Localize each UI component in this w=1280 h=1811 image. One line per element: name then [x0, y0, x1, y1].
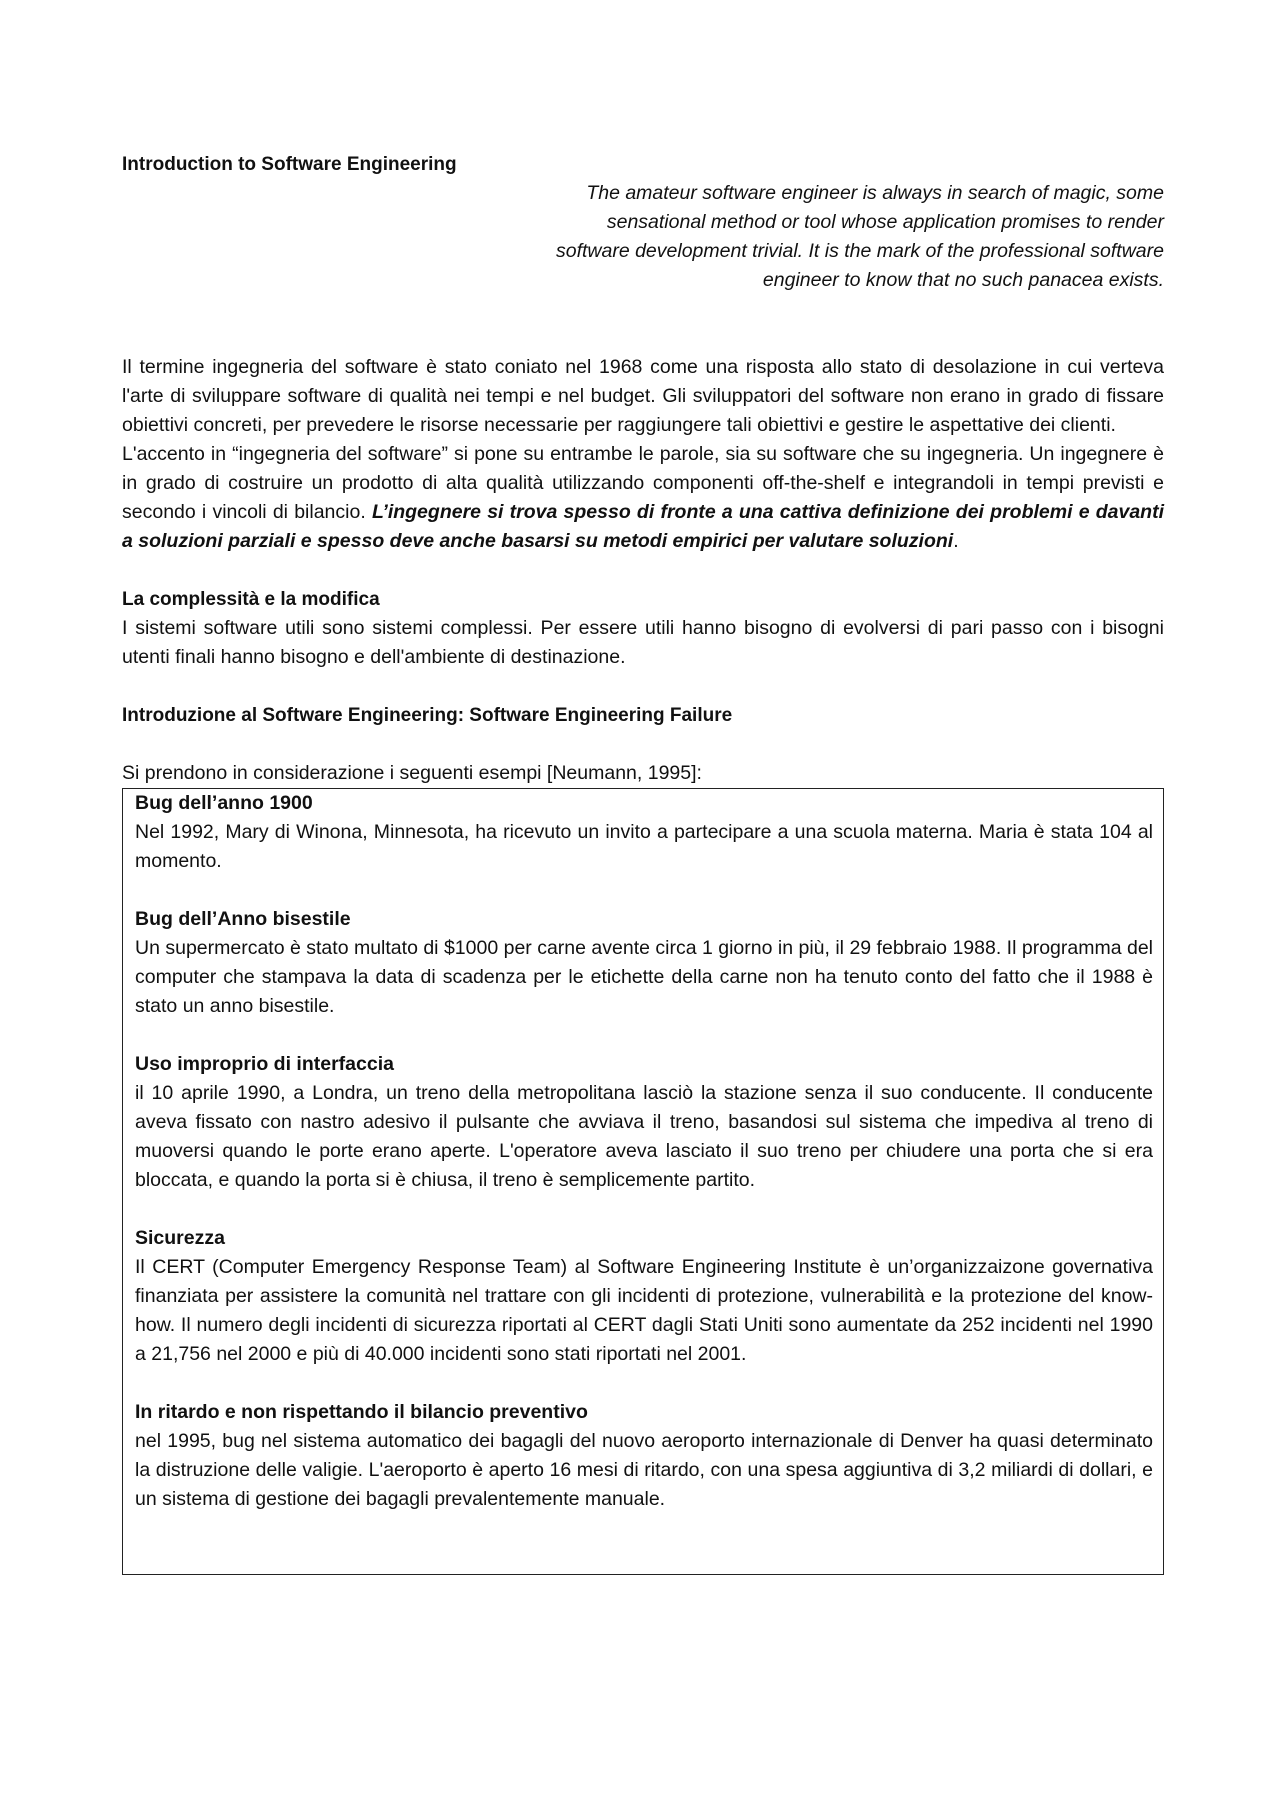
example-text: Nel 1992, Mary di Winona, Minnesota, ha ricevuto un invito a partecipare a una scuola materna. Maria è stata 104 al momento.: [135, 821, 1153, 872]
intro-paragraph-emphasis: L’ingegnere si trova spesso di fronte a una cattiva definizione dei problemi e davanti a soluzioni parziali e spesso deve anche basarsi su metodi empirici per valutare soluzioni: [122, 501, 1164, 552]
example-title: In ritardo e non rispettando il bilancio preventivo: [135, 1401, 588, 1423]
example-item: [135, 905, 1153, 1021]
spacer: [122, 730, 1164, 759]
spacer: [135, 1021, 1153, 1050]
spacer: [122, 295, 1164, 353]
document-title: Introduction to Software Engineering: [122, 154, 457, 175]
example-text: nel 1995, bug nel sistema automatico dei bagagli del nuovo aeroporto internazionale di Denver ha quasi determinato la distruzione delle valigie. L'aeroporto è aperto 16 mesi di ritardo, con una spesa aggiuntiva di 3,2 miliardi di dollari, e un sistema di gestione dei bagagli prevalentemente manuale.: [135, 1430, 1153, 1510]
example-text: Un supermercato è stato multato di $1000 per carne avente circa 1 giorno in più, il 29 febbraio 1988. Il programma del computer che stampava la data di scadenza per le etichette della carne non ha tenuto conto del fatto che il 1988 è stato un anno bisestile.: [135, 937, 1153, 1017]
complexity-text: I sistemi software utili sono sistemi complessi. Per essere utili hanno bisogno di evolversi di pari passo con i bisogni utenti finali hanno bisogno e dell'ambiente di destinazione.: [122, 617, 1164, 668]
example-item: [135, 1224, 1153, 1369]
spacer: [135, 876, 1153, 905]
intro-paragraph: [122, 440, 1164, 556]
example-title: Bug dell’Anno bisestile: [135, 908, 351, 930]
example-item: [135, 789, 1153, 876]
example-item: [135, 1050, 1153, 1195]
document-page: [122, 150, 1164, 1575]
failure-heading: Introduzione al Software Engineering: Software Engineering Failure: [122, 705, 733, 726]
example-title: Bug dell’anno 1900: [135, 792, 313, 814]
example-item: [135, 1398, 1153, 1514]
spacer: [122, 556, 1164, 585]
examples-box: [122, 788, 1164, 1575]
intro-paragraph-end: .: [953, 530, 959, 552]
intro-paragraph: Il termine ingegneria del software è stato coniato nel 1968 come una risposta allo stato di desolazione in cui verteva l'arte di sviluppare software di qualità nei tempi e nel budget. Gli sviluppatori del software non erano in grado di fissare obiettivi concreti, per prevedere le risorse necessarie per raggiungere tali obiettivi e gestire le aspettative dei clienti.: [122, 356, 1164, 436]
spacer: [135, 1195, 1153, 1224]
examples-intro: Si prendono in considerazione i seguenti esempi [Neumann, 1995]:: [122, 762, 702, 784]
spacer: [135, 1369, 1153, 1398]
epigraph-quote: The amateur software engineer is always in search of magic, some sensational method or tool whose application promises to render software development trivial. It is the mark of the professional software engineer to know that no such panacea exists.: [555, 182, 1164, 291]
example-text: Il CERT (Computer Emergency Response Team) al Software Engineering Institute è un’organizzaizone governativa finanziata per assistere la comunità nel trattare con gli incidenti di protezione, vulnerabilità e la protezione del know-how. Il numero degli incidenti di sicurezza riportati al CERT dagli Stati Uniti sono aumentate da 252 incidenti nel 1990 a 21,756 nel 2000 e più di 40.000 incidenti sono stati riportati nel 2001.: [135, 1256, 1153, 1365]
intro-paragraph-plain: L'accento in “ingegneria del software” si pone su entrambe le parole, sia su software che su ingegneria. Un ingegnere è in grado di costruire un prodotto di alta qualità utilizzando componenti off-the-shelf e integrandoli in tempi previsti e secondo i vincoli di bilancio.: [122, 443, 1164, 523]
example-title: Uso improprio di interfaccia: [135, 1053, 394, 1075]
spacer: [122, 672, 1164, 701]
example-text: il 10 aprile 1990, a Londra, un treno della metropolitana lasciò la stazione senza il suo conducente. Il conducente aveva fissato con nastro adesivo il pulsante che avviava il treno, basandosi sul sistema che impediva al treno di muoversi quando le porte erano aperte. L'operatore aveva lasciato il suo treno per chiudere una porta che si era bloccata, e quando la porta si è chiusa, il treno è semplicemente partito.: [135, 1082, 1153, 1191]
example-title: Sicurezza: [135, 1227, 225, 1249]
complexity-heading: La complessità e la modifica: [122, 589, 380, 610]
